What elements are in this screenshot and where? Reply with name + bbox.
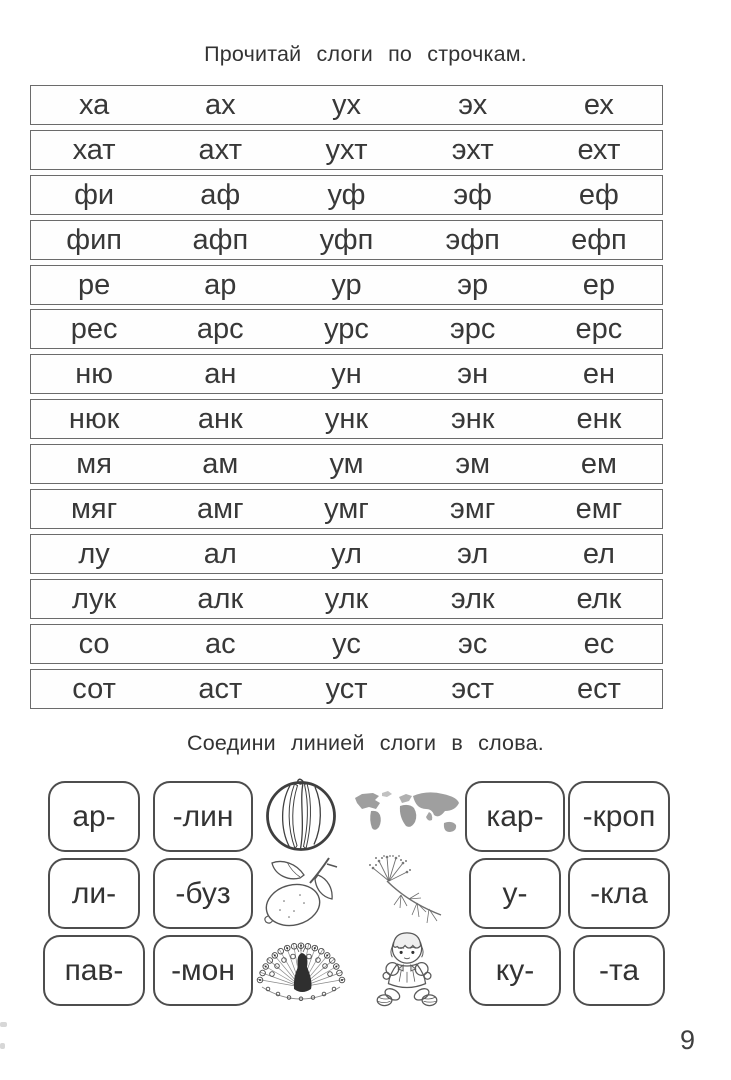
syllable-cell: эрс	[449, 313, 496, 346]
doll-image[interactable]	[369, 927, 445, 1014]
syllable-cell: эр	[457, 268, 489, 301]
syllable-cell: анк	[197, 403, 243, 436]
syllable-cell: афп	[192, 223, 249, 256]
matching-cell	[565, 855, 673, 932]
syllable-box[interactable]: -буз	[153, 858, 253, 929]
syllable-cell: ефп	[571, 223, 627, 256]
syllable-box[interactable]: -мон	[153, 935, 253, 1006]
syllable-box[interactable]: пав-	[43, 935, 145, 1006]
syllable-row	[30, 220, 663, 260]
syllable-cell: ух	[332, 89, 361, 121]
syllable-cell: ун	[331, 358, 362, 391]
scan-artifact	[0, 1022, 7, 1027]
syllable-cell: уфп	[319, 223, 374, 256]
syllable-cell: эл	[457, 537, 489, 570]
syllable-row	[30, 354, 663, 394]
syllable-cell: ре	[77, 268, 111, 301]
matching-cell	[153, 778, 253, 855]
syllable-cell: эмг	[450, 493, 496, 526]
matching-cell	[349, 855, 465, 932]
lemon-image[interactable]	[260, 853, 342, 934]
syllable-cell: фи	[74, 178, 115, 211]
syllable-cell: эм	[455, 448, 491, 481]
syllable-cell: эхт	[451, 133, 494, 166]
syllable-cell: эн	[457, 358, 489, 391]
syllable-cell: умг	[324, 493, 369, 526]
syllable-cell: сот	[72, 672, 116, 705]
matching-cell	[153, 932, 253, 1009]
matching-cell	[349, 932, 465, 1009]
peacock-image[interactable]	[254, 929, 348, 1012]
matching-cell	[565, 932, 673, 1009]
syllable-cell: ес	[583, 627, 615, 660]
syllable-cell: ехт	[577, 133, 621, 166]
syllable-cell: аф	[200, 178, 241, 211]
syllable-cell: лу	[78, 537, 110, 570]
syllable-cell: со	[78, 627, 110, 660]
matching-cell	[465, 855, 565, 932]
syllable-cell: хат	[72, 133, 116, 166]
syllable-box[interactable]: ар-	[48, 781, 140, 852]
syllable-cell: энк	[450, 403, 495, 436]
instruction-connect-syllables: Соедини линией слоги в слова.	[187, 731, 544, 755]
syllable-row	[30, 579, 663, 619]
syllable-cell: ах	[204, 89, 236, 121]
syllable-cell: ул	[331, 537, 362, 570]
syllable-row	[30, 444, 663, 484]
syllable-row	[30, 309, 663, 349]
syllable-box[interactable]: ли-	[48, 858, 140, 929]
syllable-cell: амг	[196, 493, 244, 526]
syllable-cell: уф	[327, 178, 366, 211]
syllable-row	[30, 175, 663, 215]
syllable-box[interactable]: -та	[573, 935, 665, 1006]
matching-cell	[253, 932, 349, 1009]
syllable-cell: ерс	[575, 313, 623, 346]
matching-cell	[465, 778, 565, 855]
syllable-cell: ан	[204, 358, 237, 391]
matching-cell	[465, 932, 565, 1009]
syllable-cell: емг	[575, 493, 623, 526]
syllable-cell: ел	[582, 537, 615, 570]
syllable-box[interactable]: -кроп	[568, 781, 670, 852]
syllable-cell: унк	[324, 403, 369, 436]
matching-cell	[253, 855, 349, 932]
syllable-row	[30, 130, 663, 170]
matching-cell	[35, 855, 153, 932]
syllable-cell: урс	[324, 313, 369, 346]
instruction-read-syllables: Прочитай слоги по строчкам.	[204, 42, 527, 66]
syllable-cell: ам	[202, 448, 239, 481]
syllable-row	[30, 489, 663, 529]
syllable-cell: ер	[582, 268, 616, 301]
syllable-cell: ухт	[325, 133, 368, 166]
syllable-row	[30, 624, 663, 664]
syllable-cell: аст	[198, 672, 243, 705]
syllable-cell: арс	[196, 313, 244, 346]
matching-grid	[35, 778, 673, 1009]
syllable-box[interactable]: у-	[469, 858, 561, 929]
syllable-box[interactable]: кар-	[465, 781, 565, 852]
syllable-cell: эс	[458, 627, 488, 660]
syllable-cell: ахт	[198, 133, 243, 166]
syllable-cell: ал	[203, 537, 237, 570]
syllable-cell: ха	[78, 89, 110, 121]
watermelon-image[interactable]	[263, 776, 339, 857]
world-map-image[interactable]	[349, 790, 465, 843]
syllable-cell: ест	[576, 672, 621, 705]
matching-cell	[349, 778, 465, 855]
syllable-cell: эф	[453, 178, 493, 211]
syllable-row	[30, 399, 663, 439]
syllable-cell: улк	[324, 582, 369, 615]
syllable-cell: еф	[578, 178, 619, 211]
page-number: 9	[679, 1025, 695, 1055]
dill-image[interactable]	[365, 855, 449, 932]
syllable-box[interactable]: ку-	[469, 935, 561, 1006]
syllable-cell: мя	[76, 448, 112, 481]
syllable-box[interactable]: -лин	[153, 781, 253, 852]
matching-cell	[35, 778, 153, 855]
syllable-cell: ню	[75, 358, 113, 391]
syllable-cell: енк	[576, 403, 622, 436]
matching-cell	[35, 932, 153, 1009]
syllable-cell: ас	[204, 627, 236, 660]
syllable-cell: ар	[204, 268, 237, 301]
syllable-cell: ур	[331, 268, 362, 301]
syllable-cell: ум	[329, 448, 364, 481]
matching-cell	[253, 778, 349, 855]
syllable-cell: нюк	[68, 403, 120, 436]
syllable-cell: эх	[458, 89, 488, 121]
syllable-cell: алк	[197, 582, 244, 615]
syllable-cell: элк	[450, 582, 495, 615]
syllable-cell: эфп	[445, 223, 500, 256]
matching-cell	[565, 778, 673, 855]
syllable-row	[30, 669, 663, 709]
syllable-cell: ем	[580, 448, 617, 481]
syllable-cell: фип	[66, 223, 122, 256]
matching-cell	[153, 855, 253, 932]
scan-artifact	[0, 1043, 5, 1049]
syllable-cell: эст	[451, 672, 494, 705]
syllable-cell: ус	[332, 627, 361, 660]
syllable-cell: лук	[72, 582, 117, 615]
syllable-row	[30, 534, 663, 574]
syllable-table	[30, 85, 663, 713]
syllable-row	[30, 85, 663, 125]
syllable-cell: елк	[576, 582, 622, 615]
syllable-cell: ен	[582, 358, 615, 391]
syllable-cell: мяг	[70, 493, 118, 526]
syllable-cell: рес	[70, 313, 118, 346]
syllable-row	[30, 265, 663, 305]
syllable-cell: ех	[583, 89, 614, 121]
syllable-box[interactable]: -кла	[568, 858, 670, 929]
syllable-cell: уст	[325, 672, 368, 705]
